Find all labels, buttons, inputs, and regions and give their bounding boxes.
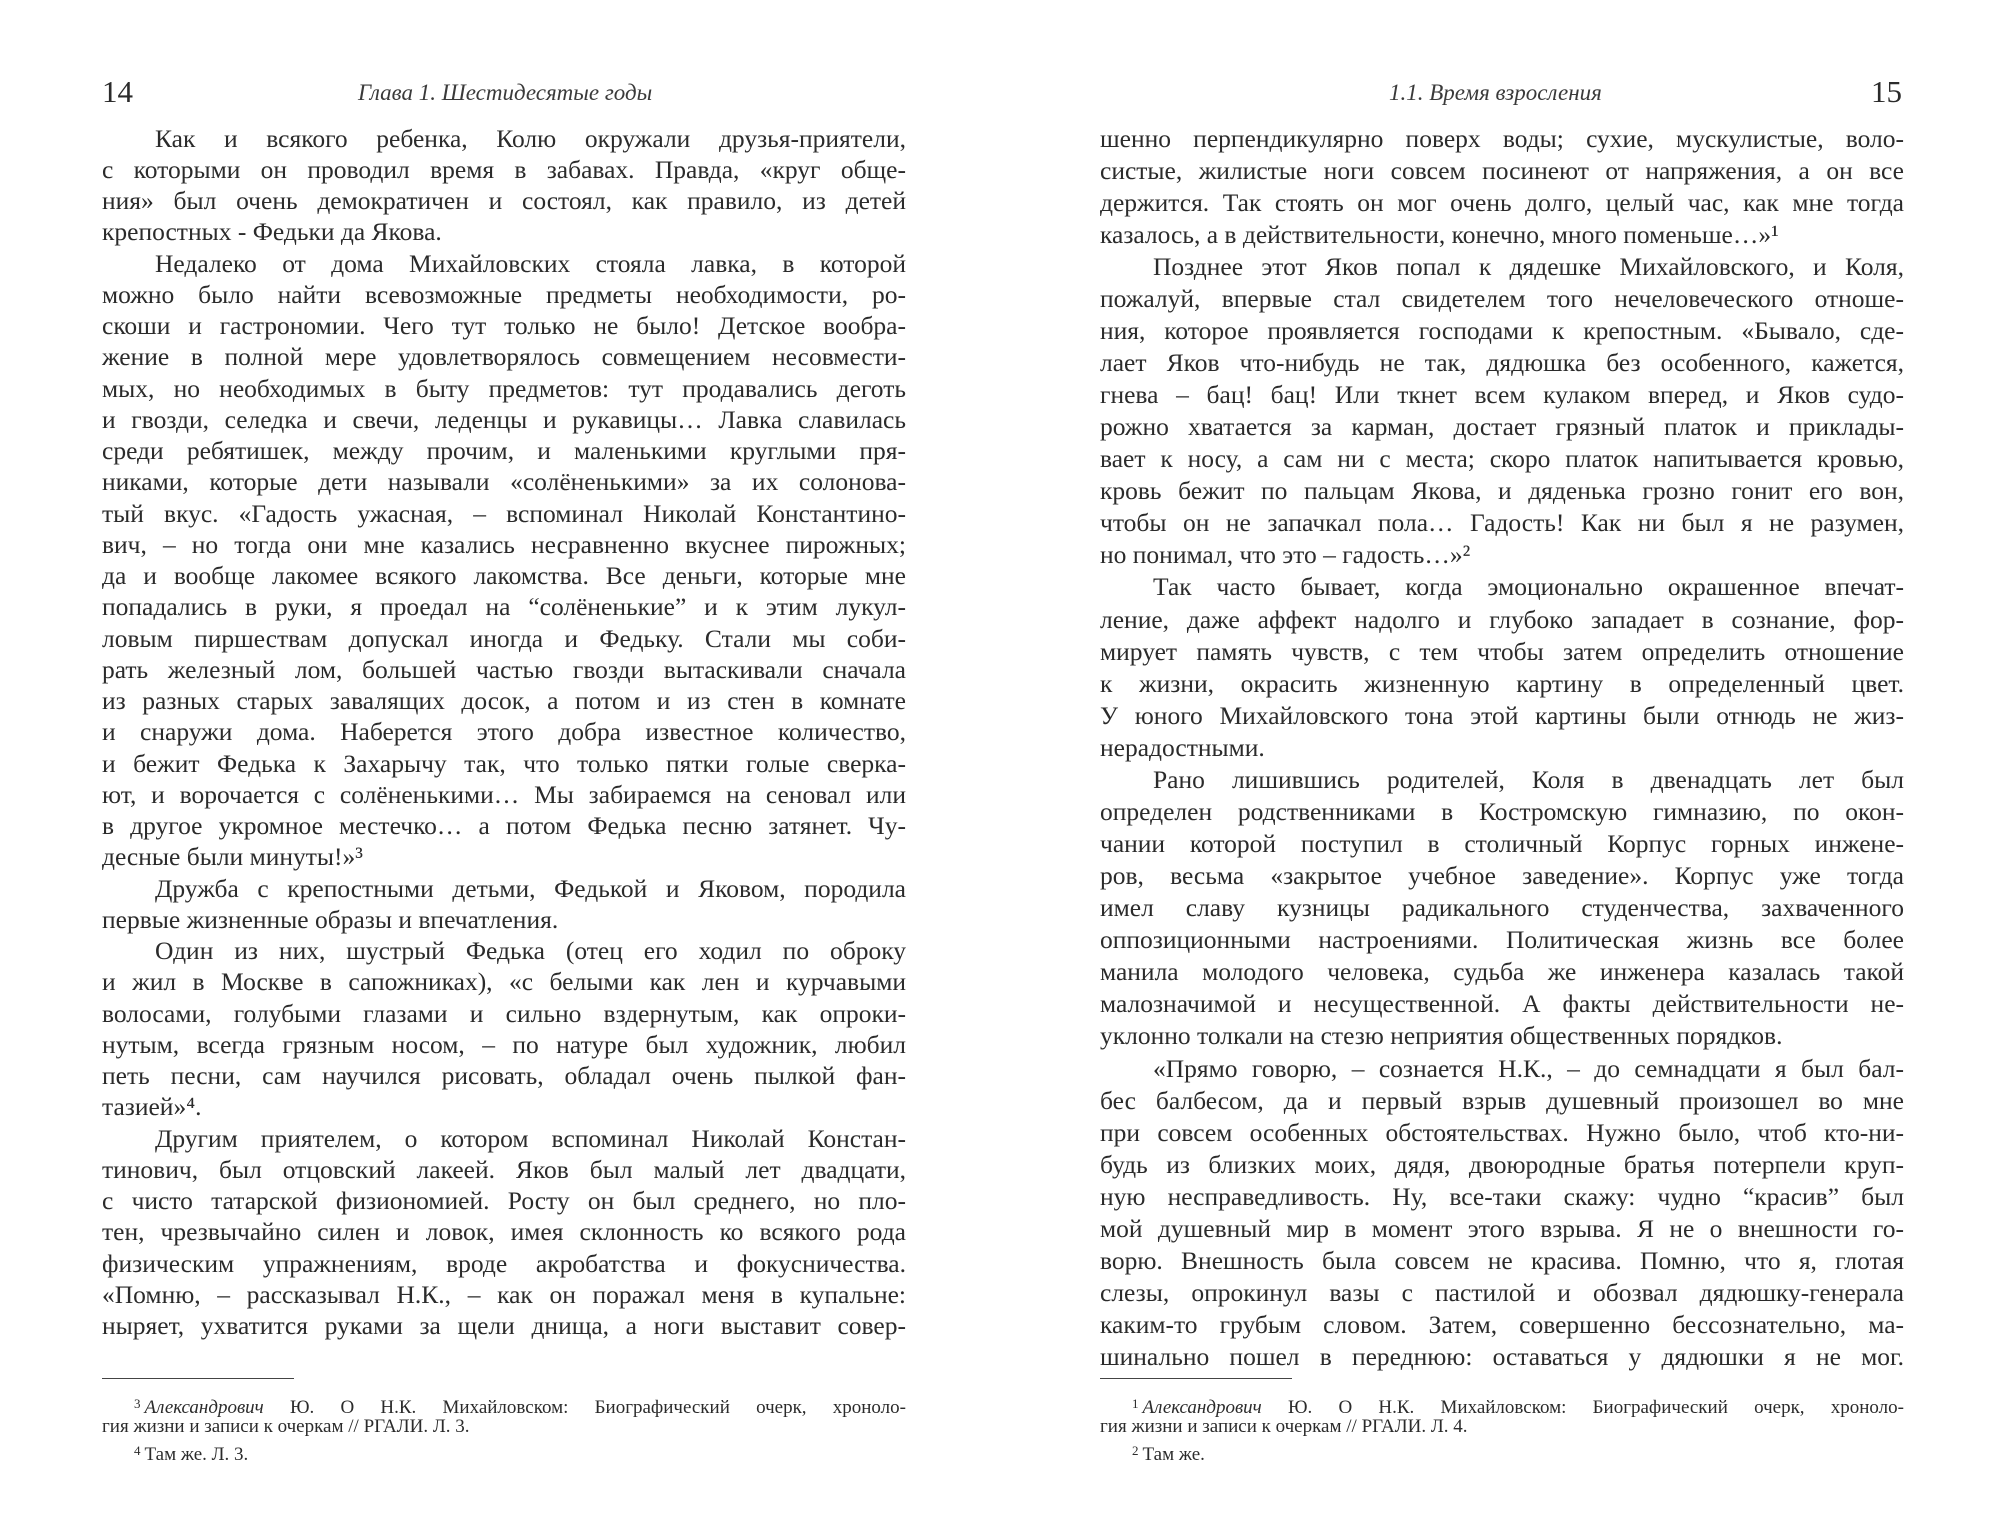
text-line: шинально пошел в переднюю: оставаться у дядюшки я не мог. (1100, 1342, 1904, 1372)
text-line: первые жизненные образы и впечатления. (102, 904, 559, 934)
text-line: вич, – но тогда они мне казались несравненно вкуснее пирожных; (102, 529, 906, 559)
text-line: чтобы он не запачкал пола… Гадость! Как ни был я не разумен, (1100, 508, 1904, 538)
text-line: Так часто бывает, когда эмоционально окрашенное впечат- (1153, 572, 1904, 602)
text-line: пожалуй, впервые стал свидетелем того нечеловеческого отноше- (1100, 283, 1904, 313)
footnote-author: Александрович (144, 1397, 264, 1418)
text-line: Рано лишившись родителей, Коля в двенадцать лет был (1153, 764, 1904, 794)
text-line: тый вкус. «Гадость ужасная, – вспоминал Николай Константино- (102, 498, 906, 528)
text-line: никами, которые дети называли «солёненькими» за их солонова- (102, 467, 906, 497)
text-line: будь из близких моих, дядя, двоюродные братья потерпели круп- (1100, 1149, 1904, 1179)
text-line: малозначимой и несущественной. А факты действительности не- (1100, 989, 1904, 1019)
text-line: «Помню, – рассказывал Н.К., – как он поражал меня в купальне: (102, 1279, 906, 1309)
text-line: в другое укромное местечко… а потом Федька песню затянет. Чу- (102, 811, 906, 840)
text-line: ния, которое проявляется господами к крепостным. «Бывало, сде- (1100, 315, 1904, 345)
footnote-number: 3 (134, 1396, 141, 1411)
text-line: мых, но необходимых в быту предметов: тут продавались деготь (102, 373, 906, 403)
footnote (1132, 1439, 1904, 1467)
text-line: тен, чрезвычайно силен и ловок, имея склонность ко всякого рода (102, 1217, 906, 1247)
text-line: оппозиционными настроениями. Политическая жизнь все более (1100, 925, 1904, 955)
text-line: имел славу кузницы радикального студенчества, захваченного (1100, 893, 1904, 923)
footnote-text: Там же. Л. 3. (144, 1444, 249, 1465)
text-line: тинович, был отцовский лакеей. Яков был малый лет двадцати, (102, 1154, 906, 1184)
text-line: рожно хватается за карман, достает грязный платок и приклады- (1100, 412, 1904, 442)
text-line: скоши и гастрономии. Чего тут только не было! Детское вообра- (102, 311, 906, 340)
footnote-number: 2 (1132, 1443, 1139, 1458)
footnote-continuation: гия жизни и записи к очеркам // РГАЛИ. Л. 3. (102, 1416, 470, 1437)
text-line: ров, весьма «закрытое учебное заведение». Корпус уже тогда (1100, 861, 1904, 891)
text-line: кровь бежит по пальцам Якова, и дяденька грозно гонит его вон, (1100, 476, 1904, 506)
text-line: десные были минуты!»³ (102, 842, 363, 872)
text-line: и гвозди, селедка и свечи, леденцы и рукавицы… Лавка славилась (102, 404, 906, 434)
text-line: нутым, всегда грязным носом, – по натуре был художник, любил (102, 1029, 906, 1059)
text-line: тазией»⁴. (102, 1092, 202, 1122)
text-line: чании которой поступил в столичный Корпус горных инжене- (1100, 829, 1904, 859)
page-number-left: 14 (102, 74, 133, 109)
text-line: с которыми он проводил время в забавах. Правда, «круг обще- (102, 154, 906, 184)
text-line: ния» был очень демократичен и состоял, как правило, из детей (102, 186, 906, 215)
text-line: Как и всякого ребенка, Колю окружали друзья-приятели, (155, 123, 906, 153)
footnote-rule-right (1100, 1378, 1292, 1379)
text-line: Один из них, шустрый Федька (отец его ходил по оброку (155, 936, 906, 965)
text-line: манила молодого человека, судьба же инженера казалась такой (1100, 957, 1904, 987)
text-line: можно было найти всевозможные предметы необходимости, ро- (102, 279, 906, 309)
footnote-continuation: гия жизни и записи к очеркам // РГАЛИ. Л. 4. (1100, 1416, 1468, 1437)
text-line: бес балбесом, да и первый взрыв душевный произошел во мне (1100, 1085, 1904, 1115)
footnote-number: 1 (1132, 1396, 1139, 1411)
text-line: ныряет, ухватится руками за щели днища, а ноги выставит совер- (102, 1311, 906, 1340)
text-line: петь песни, сам научился рисовать, обладал очень пылкой фан- (102, 1061, 906, 1090)
text-line: каким-то грубым словом. Затем, совершенно бессознательно, ма- (1100, 1310, 1904, 1340)
text-line: попадались в руки, я проедал на “солёненькие” и к этим лукул- (102, 592, 906, 622)
text-line: У юного Михайловского тона этой картины были отнюдь не жиз- (1100, 700, 1904, 730)
footnote-text: Ю. О Н.К. Михайловском: Биографический очерк, хроноло- (263, 1397, 906, 1418)
text-line: шенно перпендикулярно поверх воды; сухие, мускулистые, воло- (1100, 123, 1904, 153)
footnote-text: Там же. (1142, 1444, 1205, 1465)
text-line: определен родственниками в Костромскую гимназию, по окон- (1100, 796, 1904, 826)
text-line: и жил в Москве в сапожниках), «с белыми как лен и курчавыми (102, 967, 906, 997)
text-line: Позднее этот Яков попал к дядешке Михайловского, и Коля, (1153, 251, 1904, 281)
running-head-right: 1.1. Время взросления (1389, 80, 1602, 105)
text-line: уклонно толкали на стезю неприятия общественных порядков. (1100, 1021, 1783, 1051)
text-line: мирует память чувств, с тем чтобы затем определить отношение (1100, 636, 1904, 666)
running-head-left: Глава 1. Шестидесятые годы (358, 80, 653, 105)
text-line: Недалеко от дома Михайловских стояла лавка, в которой (155, 248, 906, 278)
text-line: ворю. Внешность была совсем не красива. Помню, что я, глотая (1100, 1245, 1904, 1275)
text-line: ют, и ворочается с солёненькими… Мы забираемся на сеновал или (102, 779, 906, 809)
text-line: с чисто татарской физиономией. Росту он был среднего, но пло- (102, 1186, 906, 1215)
text-line: мой душевный мир в момент этого взрыва. Я не о внешности го- (1100, 1213, 1904, 1243)
text-line: «Прямо говорю, – сознается Н.К., – до семнадцати я был бал- (1153, 1053, 1904, 1083)
text-line: жение в полной мере удовлетворялось совмещением несовмести- (102, 342, 906, 372)
footnote-author: Александрович (1142, 1397, 1262, 1418)
page-number-right: 15 (1871, 74, 1902, 109)
text-line: и бежит Федька к Захарычу так, что только пятки голые сверка- (102, 748, 906, 778)
text-line: из разных старых завалящих досок, а потом и из стен в комнате (102, 686, 906, 715)
text-line: но понимал, что это – гадость…»² (1100, 540, 1471, 570)
text-line: волосами, голубыми глазами и сильно вздернутым, как опроки- (102, 998, 906, 1028)
text-line: физическим упражнениям, вроде акробатства и фокусничества. (102, 1248, 906, 1278)
text-line: рать железный лом, большей частью гвозди вытаскивали сначала (102, 654, 906, 684)
text-line: ление, даже аффект надолго и глубоко западает в сознание, фор- (1100, 604, 1904, 634)
text-line: Другим приятелем, о котором вспоминал Николай Констан- (155, 1123, 906, 1153)
text-line: к жизни, окрасить жизненную картину в определенный цвет. (1100, 668, 1904, 698)
text-line: и снаружи дома. Наберется этого добра известное количество, (102, 717, 906, 747)
text-line: Дружба с крепостными детьми, Федькой и Яковом, породила (155, 873, 906, 903)
text-line: нерадостными. (1100, 732, 1265, 762)
text-line: лает Яков что-нибудь не так, дядюшка без особенного, кажется, (1100, 347, 1904, 377)
text-line: ловым пиршествам допускал иногда и Федьку. Стали мы соби- (102, 623, 906, 653)
text-line: да и вообще лакомее всякого лакомства. Все деньги, которые мне (102, 561, 906, 590)
text-line: вает к носу, а сам ни с места; скоро платок напитывается кровью, (1100, 444, 1904, 474)
footnote (134, 1439, 906, 1467)
text-line: систые, жилистые ноги совсем посинеют от напряжения, а он все (1100, 155, 1904, 185)
text-line: гнева – бац! бац! Или ткнет всем кулаком вперед, и Яков судо- (1100, 380, 1904, 410)
text-line: держится. Так стоять он мог очень долго, целый час, как мне тогда (1100, 187, 1904, 217)
footnote-text: Ю. О Н.К. Михайловском: Биографический очерк, хроноло- (1261, 1397, 1904, 1418)
text-line: среди ребятишек, между прочим, и маленькими круглыми пря- (102, 436, 906, 465)
text-line: казалось, а в действительности, конечно, много поменьше…»¹ (1100, 219, 1779, 249)
text-line: при совсем особенных обстоятельствах. Нужно было, чтоб кто-ни- (1100, 1117, 1904, 1147)
footnote-number: 4 (134, 1443, 141, 1458)
footnote-rule-left (102, 1378, 294, 1379)
text-line: ную несправедливость. Ну, все-таки скажу: чудно “красив” был (1100, 1181, 1904, 1211)
text-line: слезы, опрокинул вазы с пастилой и обозвал дядюшку-генерала (1100, 1278, 1904, 1308)
text-line: крепостных - Федьки да Якова. (102, 217, 442, 247)
